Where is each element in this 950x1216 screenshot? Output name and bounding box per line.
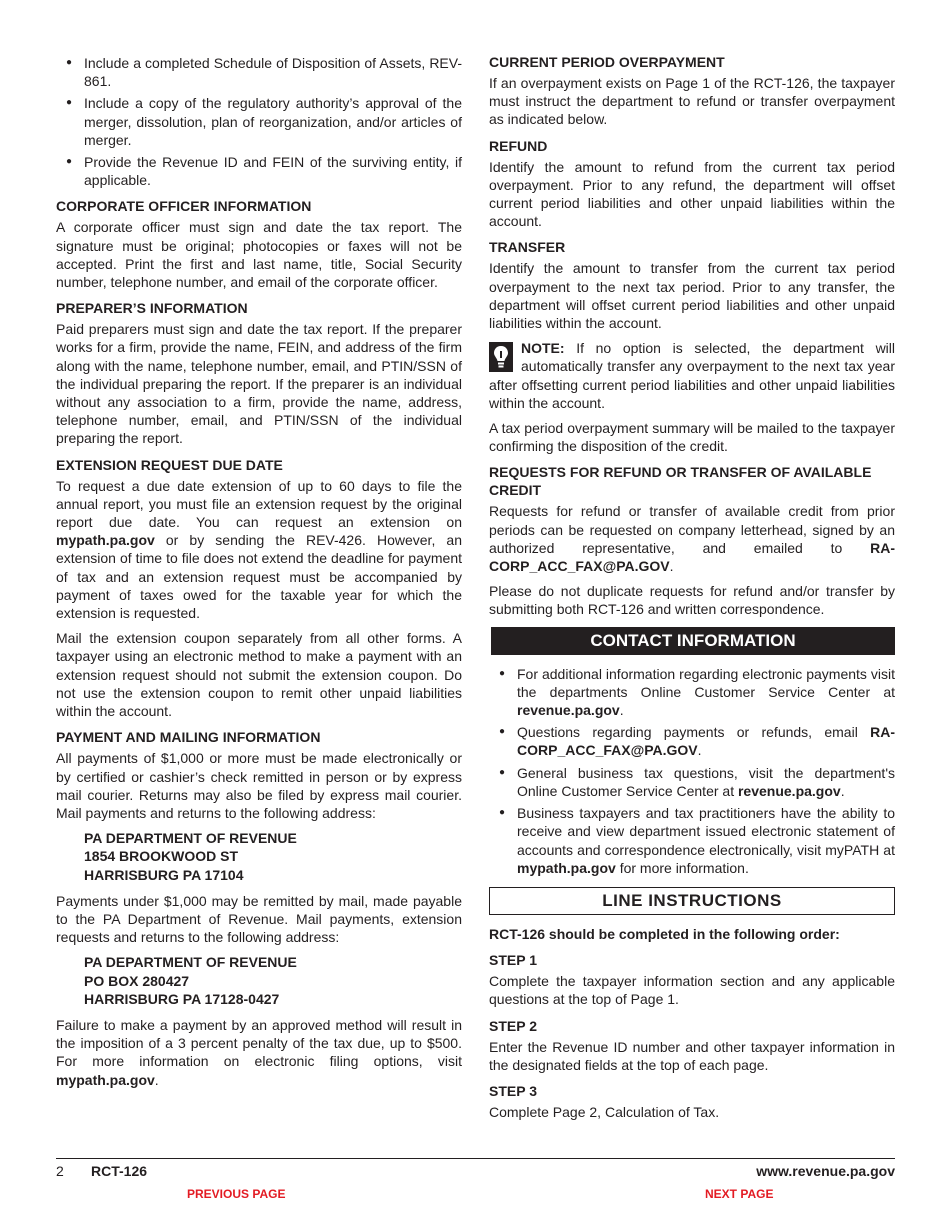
requests-paragraph: Requests for refund or transfer of available credit from prior periods can be requested on company letterhead, signed by an authorized representative, and emailed to RA-CORP_ACC_FAX@PA.GOV. <box>489 503 895 575</box>
list-item: ● For additional information regarding electronic payments visit the departments Online Customer Service Center at revenue.pa.gov. <box>489 665 895 720</box>
contact-list <box>489 665 895 877</box>
email-link[interactable]: RA-CORP_ACC_FAX@PA.GOV <box>517 724 895 759</box>
email-link[interactable]: RA-CORP_ACC_FAX@PA.GOV <box>489 539 895 575</box>
order-statement: RCT-126 should be completed in the following order: <box>489 925 840 942</box>
lightbulb-icon <box>489 342 513 372</box>
list-item: ● Include a copy of the regulatory authority’s approval of the merger, dissolution, plan of reorganization, and/or articles of merger. <box>56 94 462 149</box>
mypath-link[interactable]: mypath.pa.gov <box>56 532 155 549</box>
requests-heading: REQUESTS FOR REFUND OR TRANSFER OF AVAILABLE CREDIT <box>489 464 872 499</box>
note-paragraph: NOTE: If no option is selected, the department will automatically transfer any overpayment to the next tax year after offsetting current period liabilities and other unpaid liabilities within the account. <box>489 340 896 411</box>
next-page-link[interactable]: NEXT PAGE <box>705 1187 774 1201</box>
list-item: ● General business tax questions, visit the department's Online Customer Service Center at revenue.pa.gov. <box>489 764 895 800</box>
step1-paragraph: Complete the taxpayer information section and any applicable questions at the top of Page 1. <box>489 973 895 1008</box>
website-link[interactable]: www.revenue.pa.gov <box>756 1163 895 1179</box>
list-item: ● Provide the Revenue ID and FEIN of the surviving entity, if applicable. <box>56 153 462 189</box>
contact-information-banner: CONTACT INFORMATION <box>491 627 895 655</box>
officer-heading: CORPORATE OFFICER INFORMATION <box>56 198 312 215</box>
revenue-link[interactable]: revenue.pa.gov <box>737 782 841 799</box>
step2-heading: STEP 2 <box>489 1017 537 1034</box>
overpayment-heading: CURRENT PERIOD OVERPAYMENT <box>489 54 725 70</box>
list-item: ● Business taxpayers and tax practitioners have the ability to receive and view department issued electronic statement of accounts and correspondence electronically, visit myPATH at mypath.pa.gov for more information. <box>489 804 895 877</box>
form-id: RCT-126 <box>91 1163 148 1179</box>
page-number: 2 <box>56 1163 64 1179</box>
transfer-heading: TRANSFER <box>489 239 566 256</box>
revenue-link[interactable]: revenue.pa.gov <box>517 702 620 719</box>
refund-paragraph: Identify the amount to refund from the current tax period overpayment. Prior to any refund, the department will offset current period liabilities and other unpaid liabilities within the account. <box>489 158 895 230</box>
officer-paragraph: A corporate officer must sign and date the tax report. The signature must be original; photocopies or faxes will not be accepted. Print the first and last name, title, Social Security number, telephone number, and email of the corporate officer. <box>56 219 462 291</box>
line-instructions-banner: LINE INSTRUCTIONS <box>489 887 895 915</box>
list-item: ● Questions regarding payments or refunds, email RA-CORP_ACC_FAX@PA.GOV. <box>489 723 895 759</box>
extension-heading: EXTENSION REQUEST DUE DATE <box>56 456 283 473</box>
payment-heading: PAYMENT AND MAILING INFORMATION <box>56 729 321 746</box>
list-item: ● Include a completed Schedule of Disposition of Assets, REV-861. <box>56 54 462 90</box>
preparer-heading: PREPARER’S INFORMATION <box>56 300 248 317</box>
step3-paragraph: Complete Page 2, Calculation of Tax. <box>489 1103 720 1120</box>
mailing-address-2: PA DEPARTMENT OF REVENUE PO BOX 280427 HARRISBURG PA 17128-0427 <box>84 954 297 1007</box>
left-column <box>56 50 462 1096</box>
mypath-link[interactable]: mypath.pa.gov <box>517 859 616 876</box>
duplicate-paragraph: Please do not duplicate requests for refund and/or transfer by submitting both RCT-126 and written correspondence. <box>489 583 895 618</box>
payment-paragraph: All payments of $1,000 or more must be made electronically or by certified or cashier’s check remitted in person or by express mail courier. Returns may also be filed by express mail courier. Mail payments and returns to the following address: <box>56 750 462 821</box>
previous-page-link[interactable]: PREVIOUS PAGE <box>187 1187 286 1201</box>
right-column <box>489 50 895 1128</box>
penalty-paragraph: Failure to make a payment by an approved method will result in the imposition of a 3 percent penalty of the tax due, up to $500. For more information on electronic filing options, visit mypath.pa.gov. <box>56 1016 462 1088</box>
overpayment-paragraph: If an overpayment exists on Page 1 of the RCT-126, the taxpayer must instruct the department to refund or transfer overpayment as indicated below. <box>489 75 895 128</box>
mailing-address-1: PA DEPARTMENT OF REVENUE 1854 BROOKWOOD ST HARRISBURG PA 17104 <box>84 830 297 883</box>
footer-divider <box>56 1158 895 1159</box>
merger-requirements-list <box>56 54 462 189</box>
mypath-link[interactable]: mypath.pa.gov <box>56 1071 155 1088</box>
summary-paragraph: A tax period overpayment summary will be mailed to the taxpayer confirming the disposition of the credit. <box>489 420 895 455</box>
transfer-paragraph: Identify the amount to transfer from the current tax period overpayment to the next tax period. Prior to any transfer, the department will offset current period liabilities and other unpaid liabilities within the account. <box>489 260 895 332</box>
extension-paragraph: To request a due date extension of up to 60 days to file the annual report, you must file an extension request by the original report due date. You can request an extension on mypath.pa.gov or by sending the REV-426. However, an extension of time to file does not extend the deadline for payment of tax and an extension request must be accompanied by payment of taxes owed for the taxable year for which the extension is requested. <box>56 477 462 622</box>
payment-under-paragraph: Payments under $1,000 may be remitted by mail, made payable to the PA Department of Revenue. Mail payments, extension requests and returns to the following address: <box>56 892 462 946</box>
preparer-paragraph: Paid preparers must sign and date the tax report. If the preparer works for a firm, provide the name, FEIN, and address of the firm along with the name, telephone number, email, and PTIN/SSN of the individual preparing the report. If the preparer is an individual without any association to a firm, provide the name, address, telephone number, email, and PTIN/SSN of the individual preparing the report. <box>56 321 462 447</box>
step1-heading: STEP 1 <box>489 952 537 969</box>
step3-heading: STEP 3 <box>489 1082 537 1099</box>
extension-coupon-paragraph: Mail the extension coupon separately from all other forms. A taxpayer using an electronic method to make a payment with an extension request should not submit the extension coupon. Do not use the extension coupon to remit other unpaid liabilities within the account. <box>56 630 462 720</box>
step2-paragraph: Enter the Revenue ID number and other taxpayer information in the designated fields at the top of each page. <box>489 1038 895 1073</box>
refund-heading: REFUND <box>489 137 548 154</box>
